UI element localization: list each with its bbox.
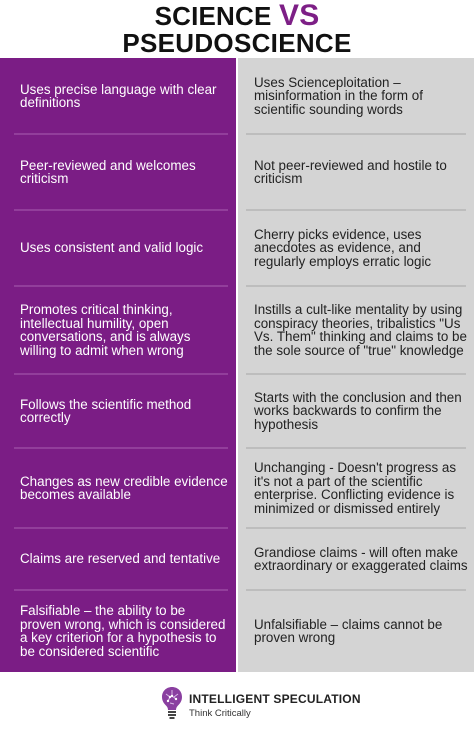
brand-name: INTELLIGENT SPECULATION (189, 692, 361, 706)
comparison-row (0, 374, 474, 448)
lightbulb-brain-icon (161, 686, 183, 720)
page-title (0, 2, 474, 57)
title-word-pseudoscience: PSEUDOSCIENCE (122, 28, 352, 58)
science-cell: Promotes critical thinking, intellectual humility, open conversations, and is always willing to admit when wrong (20, 302, 191, 358)
science-cell: Uses precise language with clear definitions (20, 81, 217, 110)
science-cell: Follows the scientific method correctly (20, 396, 192, 425)
comparison-table (0, 58, 474, 672)
science-cell: Changes as new credible evidence becomes available (20, 473, 228, 502)
comparison-row (0, 58, 474, 134)
comparison-row (0, 590, 474, 672)
title-word-science: SCIENCE (154, 1, 272, 31)
title-line-1 (0, 2, 474, 30)
comparison-row (0, 528, 474, 590)
comparison-row (0, 134, 474, 210)
pseudoscience-cell: Unchanging - Doesn't progress as it's not a part of the scientific enterprise. Conflicting evidence is minimized or dismissed entirely (254, 460, 457, 516)
science-cell: Claims are reserved and tentative (20, 551, 221, 567)
comparison-row (0, 210, 474, 286)
pseudoscience-cell: Unfalsifiable – claims cannot be proven wrong (254, 616, 443, 645)
science-cell: Uses consistent and valid logic (20, 240, 204, 256)
pseudoscience-cell: Not peer-reviewed and hostile to criticism (254, 157, 447, 186)
pseudoscience-cell: Instills a cult-like mentality by using conspiracy theories, tribalistics "Us Vs. Them" thinking and claims to be the sole source of "true" knowledge (254, 302, 467, 358)
brand-tagline: Think Critically (189, 708, 251, 719)
footer (0, 672, 474, 736)
title-vs: VS (279, 0, 320, 32)
pseudoscience-cell: Starts with the conclusion and then works backwards to confirm the hypothesis (254, 389, 462, 432)
pseudoscience-cell: Cherry picks evidence, uses anecdotes as evidence, and regularly employs erratic logic (254, 226, 432, 269)
comparison-row (0, 448, 474, 528)
science-cell: Falsifiable – the ability to be proven wrong, which is considered a key criterion for a hypothesis to be considered scientific (20, 603, 226, 659)
science-cell: Peer-reviewed and welcomes criticism (20, 157, 196, 186)
comparison-row (0, 286, 474, 374)
pseudoscience-cell: Uses Scienceploitation – misinformation in the form of scientific sounding words (254, 74, 423, 117)
pseudoscience-cell: Grandiose claims - will often make extraordinary or exaggerated claims (254, 544, 468, 573)
comparison-rows (0, 58, 474, 672)
